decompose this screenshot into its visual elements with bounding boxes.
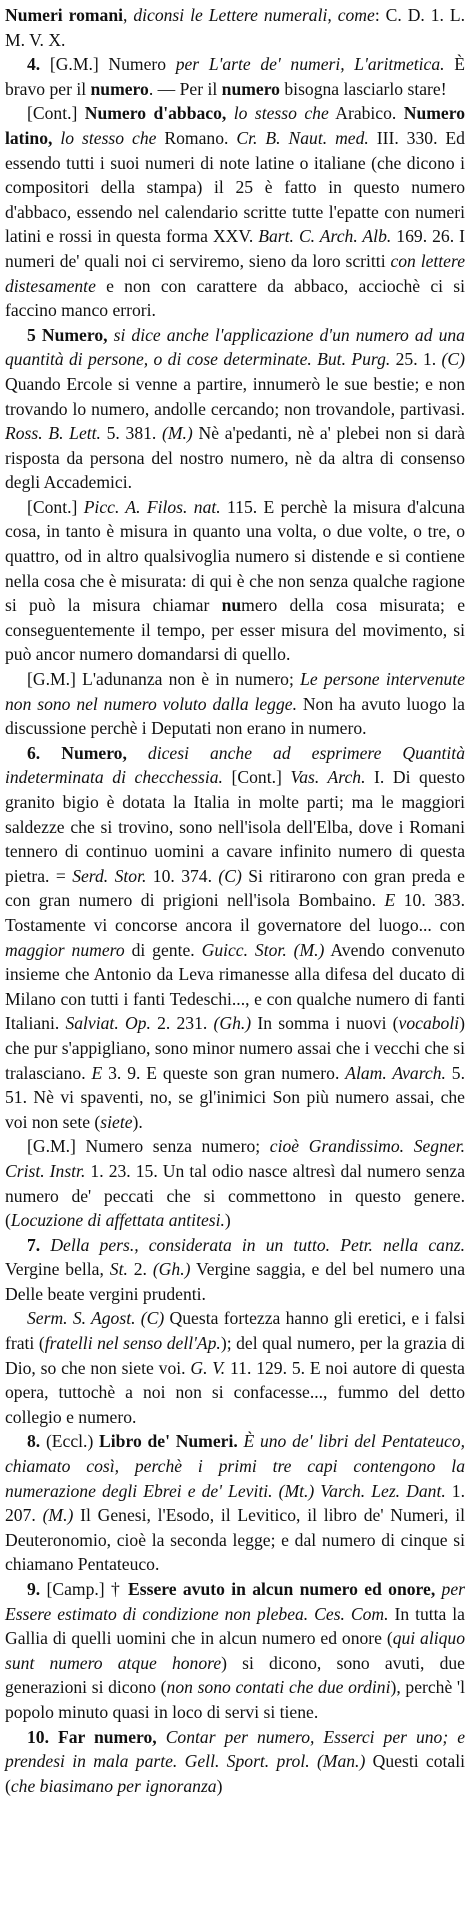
- italic-text: È uno de' libri del Pentateuco, chiamato così, perchè i primi tre capi contengono la numerazione degli Ebrei e de' Leviti.: [5, 1431, 465, 1501]
- entry-text: [Cont.]: [27, 103, 85, 124]
- italic-text: lo stesso che: [60, 127, 157, 148]
- dictionary-entry-paragraph: [5, 1233, 465, 1307]
- italic-text: vocaboli: [398, 1013, 460, 1034]
- entry-headword: Libro de' Numeri.: [99, 1431, 244, 1452]
- dictionary-entry-paragraph: [5, 101, 465, 322]
- entry-text: (Eccl.): [45, 1431, 100, 1452]
- entry-text: 3. 9. E queste son gran numero.: [102, 1062, 346, 1083]
- dictionary-entry-paragraph: [5, 3, 465, 52]
- entry-text: mero della cosa misurata; e conseguentemente il tempo, per esser misura del movimento, si può ancor numero domandarsi di quello.: [5, 595, 465, 665]
- italic-text: Cr. B. Naut. med.: [236, 127, 369, 148]
- italic-text: (C): [140, 1308, 165, 1329]
- entry-headword: 10.: [27, 1726, 58, 1747]
- italic-text: cioè Grandissimo. Segner. Crist. Instr.: [5, 1136, 466, 1181]
- entry-text: ), perchè 'l popolo minuto quasi in loco di servi si tiene.: [5, 1677, 465, 1722]
- dictionary-entry-paragraph: [5, 1306, 465, 1429]
- dictionary-entry-paragraph: [5, 52, 465, 101]
- entry-text: Avendo convenuto insieme che Antonio da Leva rimanesse alla difesa del ducato di Milano con tutti i fanti Tedeschi..., e con qualche numero di fanti Italiani.: [5, 939, 465, 1034]
- entry-text: [G.M.] Numero senza numero;: [27, 1136, 270, 1157]
- entry-text: In somma i nuovi (: [251, 1013, 399, 1034]
- entry-text: [G.M.] L'adunanza non è in numero;: [27, 669, 301, 690]
- italic-text: (Mt.): [278, 1480, 315, 1501]
- entry-text: 5. 381.: [100, 423, 163, 444]
- entry-text: 169. 26. I numeri de' quali noi ci serviremo, sieno da loro scritti: [5, 226, 465, 271]
- entry-headword: 7.: [27, 1234, 51, 1255]
- dictionary-entry-paragraph: [5, 741, 465, 1135]
- italic-text: qui aliquo sunt numero atque honore: [5, 1628, 465, 1673]
- entry-text: Questi cotali (: [5, 1751, 465, 1796]
- entry-text: Questa fortezza hanno gli eretici, e i falsi frati (: [5, 1308, 465, 1354]
- entry-text: di gente.: [124, 939, 202, 960]
- italic-text: E: [91, 1062, 103, 1083]
- entry-headword: Numero latino,: [5, 103, 466, 148]
- entry-text: ) che pur s'appigliano, sono minor numero assai che i vecchi che si tralasciano.: [5, 1013, 465, 1083]
- entry-text: 11. 129. 5. E noi autore di questa opera, tuttochè a noi non si confacesse..., fummo del detto collegio e numero.: [5, 1357, 465, 1427]
- dictionary-entry-paragraph: [5, 1429, 465, 1577]
- dictionary-entry-paragraph: [5, 1725, 465, 1799]
- italic-text: Vas. Arch.: [290, 767, 366, 788]
- italic-text: Serm. S. Agost.: [27, 1308, 136, 1329]
- entry-text: [Cont.]: [222, 767, 291, 788]
- italic-text: non sono contati che due ordini: [166, 1677, 391, 1698]
- entry-text: bisogna lasciarlo stare!: [279, 78, 447, 99]
- dictionary-entry-paragraph: [5, 1134, 465, 1232]
- entry-text: e non con carattere da abbaco, acciochè ci si faccino manco errori.: [5, 275, 465, 321]
- entry-text: Quando Ercole si venne a partire, innumerò le sue bestie; e non trovando lo numero, andolle cercando; non trovandole, partivasi.: [5, 373, 465, 419]
- italic-text: lo stesso che: [233, 103, 329, 124]
- entry-text: III. 330. Ed essendo tutti i suoi numeri di note latine o italiane (che dicono i compositori della stampa) il 25 è fatto in questo numero d'abbaco, essendo nel calendario scritte tutte l'epatte con numeri latini e rossi in questa forma XXV.: [5, 127, 465, 247]
- entry-text: 115. E perchè la misura d'alcuna cosa, in tanto è misura in quanto una volta, o due volte, o tre, o quattro, od in altro qualsivoglia numero si distende e si contiene nella cosa che è misurata: di qui è che non senza qualche ragione si può la misura chiamar: [5, 496, 465, 616]
- italic-text: (M.): [42, 1505, 74, 1526]
- italic-text: Ross. B. Lett.: [5, 423, 101, 444]
- entry-headword: Far numero,: [57, 1726, 166, 1747]
- entry-text: ) si dicono, sono avuti, due generazioni si dicono (: [5, 1652, 465, 1698]
- entry-headword: Numero d'abbaco,: [84, 103, 234, 124]
- entry-headword: Numero,: [41, 324, 114, 345]
- entry-headword: 4.: [27, 54, 50, 75]
- entry-text: ): [224, 1210, 231, 1231]
- entry-headword: Essere avuto in alcun numero ed onore,: [128, 1579, 442, 1599]
- italic-text: Bart. C. Arch. Alb.: [258, 226, 392, 247]
- dictionary-entry-paragraph: [5, 323, 465, 495]
- italic-text: Le persone intervenute non sono nel numero voluto dalla legge.: [5, 669, 465, 714]
- italic-text: Contar per numero, Esserci per uno; e prendesi in mala parte. Gell. Sport. prol.: [5, 1726, 465, 1772]
- italic-text: per Essere estimato di condizione non plebea. Ces. Com.: [5, 1579, 465, 1624]
- entry-text: 25. 1.: [390, 349, 442, 370]
- entry-text: Si ritirarono con gran preda e con gran numero di prigioni nell'isola Bombaino.: [5, 865, 465, 911]
- entry-headword: Numeri romani: [5, 5, 123, 25]
- italic-text: Guicc. Stor.: [201, 939, 287, 960]
- entry-text: : C. D. 1. L. M. V. X.: [5, 5, 466, 50]
- italic-text: dicesi anche ad esprimere Quantità indeterminata di checchessia.: [5, 742, 465, 788]
- italic-text: St.: [109, 1259, 128, 1280]
- entry-headword: numero: [221, 78, 280, 99]
- italic-text: G. V.: [190, 1357, 226, 1378]
- entry-text: 1. 23. 15. Un tal odio nasce altresì dal numero senza numero de' peccati che si commettono in questo genere. (: [5, 1160, 466, 1231]
- italic-text: si dice anche l'applicazione d'un numero ad una quantità di persone, o di cose determinate. But. Purg.: [5, 324, 465, 370]
- entry-text: 5. 51. Nè vi spaventi, no, se gl'inimici Son più numero assai, che voi non sete (: [5, 1062, 465, 1132]
- italic-text: (C): [441, 349, 465, 370]
- italic-text: Serd. Stor.: [72, 865, 147, 886]
- entry-text: ).: [132, 1111, 143, 1132]
- italic-text: Della pers., considerata in un tutto. Petr. nella canz.: [50, 1234, 465, 1255]
- entry-headword: numero: [90, 78, 149, 99]
- italic-text: Locuzione di affettata antitesi.: [10, 1210, 225, 1231]
- italic-text: (M.): [162, 423, 193, 444]
- entry-text: ); del qual numero, per la grazia di Dio, so che non siete voi.: [5, 1333, 465, 1378]
- entry-text: . — Per il: [148, 78, 222, 99]
- entry-headword: 6. Numero,: [27, 742, 148, 763]
- italic-text: Varch. Lez. Dant.: [320, 1480, 446, 1501]
- italic-text: siete: [100, 1111, 133, 1132]
- entry-text: Arabico.: [328, 103, 404, 124]
- entry-text: 10. 374.: [146, 865, 219, 886]
- entry-text: 1. 207.: [5, 1480, 466, 1526]
- entry-text: Il Genesi, l'Esodo, il Levitico, il libro de' Numeri, il Deuteronomio, cioè la seconda legge; e dal numero di cinque si chiamano Pentateuco.: [5, 1505, 465, 1575]
- entry-headword: 5: [27, 324, 42, 345]
- italic-text: diconsi le Lettere numerali, come: [133, 5, 375, 25]
- italic-text: fratelli nel senso dell'Ap.: [44, 1333, 221, 1354]
- italic-text: (Gh.): [152, 1259, 191, 1280]
- italic-text: che biasimano per ignoranza: [10, 1775, 217, 1796]
- entry-text: Vergine saggia, e del bel numero una Delle beate vergini prudenti.: [5, 1259, 465, 1304]
- entry-text: In tutta la Gallia di quelli uomini che in alcun numero ed onore (: [5, 1603, 465, 1649]
- italic-text: (C): [218, 865, 242, 886]
- entry-text: ,: [123, 5, 134, 25]
- italic-text: (M.): [293, 939, 325, 960]
- entry-text: I. Di questo granito bigio è dotata la Italia in molte parti; ma le maggiori saldezze che si trovino, sono nell'isola dell'Elba, dove i Romani tennero di continuo uomini a cavare infinito numero di questa pietra. =: [5, 767, 465, 886]
- italic-text: Salviat. Op.: [65, 1013, 151, 1034]
- entry-headword: 9.: [27, 1579, 47, 1599]
- entry-text: ): [216, 1775, 223, 1796]
- entry-text: 10. 383. Tostamente vi concorse ancora il governatore del luogo... con: [5, 890, 466, 935]
- dictionary-entry-paragraph: [5, 667, 465, 741]
- entry-text: [Camp.] †: [46, 1579, 129, 1599]
- italic-text: maggior numero: [5, 939, 125, 960]
- dictionary-entry-paragraph: [5, 1577, 465, 1725]
- dictionary-entry-paragraph: [5, 495, 465, 667]
- italic-text: per L'arte de' numeri, L'aritmetica.: [175, 54, 445, 75]
- italic-text: E: [384, 890, 396, 911]
- entry-text: È bravo per il: [5, 54, 465, 99]
- italic-text: (Gh.): [213, 1013, 252, 1034]
- entry-text: [Cont.]: [27, 496, 84, 517]
- entry-text: 2. 231.: [150, 1013, 214, 1034]
- entry-text: Romano.: [156, 127, 237, 148]
- entry-text: [G.M.] Numero: [49, 54, 176, 75]
- entry-headword: 8.: [27, 1431, 46, 1452]
- entry-text: [310, 1751, 317, 1771]
- entry-headword: nu: [221, 595, 242, 616]
- entry-text: Nè a'pedanti, nè a' plebei non si darà risposta da persona del nostro numero, nè da altra di consenso degli Accademici.: [5, 423, 465, 493]
- italic-text: Alam. Avarch.: [345, 1062, 446, 1083]
- entry-text: 2.: [127, 1259, 153, 1280]
- italic-text: Picc. A. Filos. nat.: [83, 496, 221, 517]
- italic-text: (Man.): [316, 1751, 366, 1772]
- entry-text: Vergine bella,: [5, 1259, 110, 1280]
- entry-text: [287, 940, 294, 960]
- entry-text: Non ha avuto luogo la discussione perchè i Deputati non erano in numero.: [5, 693, 465, 739]
- italic-text: con lettere distesamente: [5, 250, 465, 296]
